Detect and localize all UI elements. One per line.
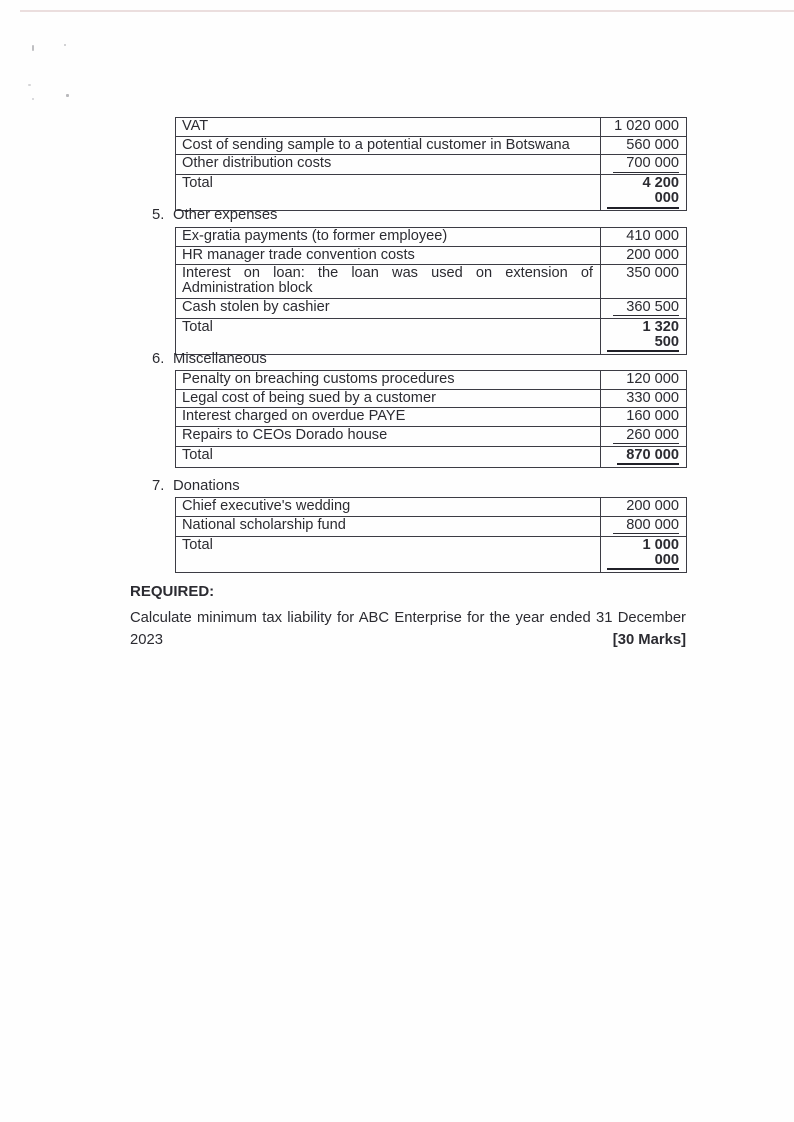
row-value: 350 000: [601, 265, 687, 299]
row-value: 200 000: [601, 498, 687, 517]
section-title: Miscellaneous: [173, 351, 267, 367]
table-total-row: [176, 318, 687, 354]
row-label: Cash stolen by cashier: [176, 298, 601, 318]
table-row: [176, 246, 687, 265]
marks-badge: [30 Marks]: [612, 632, 686, 648]
row-label: National scholarship fund: [176, 516, 601, 536]
section-number: 6.: [152, 351, 165, 367]
table-row: [176, 155, 687, 175]
row-total-value: 870 000: [601, 446, 687, 467]
row-value: 200 000: [601, 246, 687, 265]
row-label: Total: [176, 446, 601, 467]
section-heading-miscellaneous: [152, 351, 267, 367]
table-total-row: [176, 536, 687, 572]
row-label: Interest charged on overdue PAYE: [176, 408, 601, 427]
section-heading-donations: [152, 478, 240, 494]
required-instruction-line2: [130, 632, 686, 648]
row-value: 560 000: [601, 136, 687, 155]
row-value: 700 000: [601, 155, 687, 175]
scan-speck: [64, 44, 66, 46]
section-title: Donations: [173, 478, 240, 494]
row-value: 160 000: [601, 408, 687, 427]
row-label: Legal cost of being sued by a customer: [176, 389, 601, 408]
table-row: [176, 408, 687, 427]
section-number: 7.: [152, 478, 165, 494]
section-heading-other-expenses: [152, 207, 277, 223]
table-row: [176, 118, 687, 137]
scan-artifact-line: [20, 10, 794, 12]
row-label: Ex-gratia payments (to former employee): [176, 228, 601, 247]
other-expenses-table: [175, 227, 687, 355]
year-text: 2023: [130, 632, 163, 648]
miscellaneous-table: [175, 370, 687, 468]
row-total-value: 4 200 000: [601, 175, 687, 211]
row-label: Total: [176, 536, 601, 572]
row-label: Chief executive's wedding: [176, 498, 601, 517]
table-row: [176, 371, 687, 390]
row-value: 120 000: [601, 371, 687, 390]
row-label: Total: [176, 175, 601, 211]
row-label: Penalty on breaching customs procedures: [176, 371, 601, 390]
table-row: [176, 498, 687, 517]
row-total-value: 1 000 000: [601, 536, 687, 572]
donations-table: [175, 497, 687, 573]
row-value: 260 000: [601, 426, 687, 446]
table-row: [176, 298, 687, 318]
section-number: 5.: [152, 207, 165, 223]
section-title: Other expenses: [173, 207, 278, 223]
table-total-row: [176, 175, 687, 211]
row-value: 330 000: [601, 389, 687, 408]
row-label: HR manager trade convention costs: [176, 246, 601, 265]
row-label: Interest on loan: the loan was used on extension of Administration block: [176, 265, 601, 299]
table-row: [176, 516, 687, 536]
row-label: Total: [176, 318, 601, 354]
row-value: 800 000: [601, 516, 687, 536]
row-value: 410 000: [601, 228, 687, 247]
row-label: Other distribution costs: [176, 155, 601, 175]
row-value: 360 500: [601, 298, 687, 318]
required-instruction-line1: Calculate minimum tax liability for ABC Enterprise for the year ended 31 December: [130, 610, 686, 626]
distribution-costs-table: [175, 117, 687, 211]
row-value: 1 020 000: [601, 118, 687, 137]
scan-speck: [66, 94, 69, 97]
scan-speck: [32, 45, 34, 51]
table-total-row: [176, 446, 687, 467]
table-row: [176, 136, 687, 155]
row-total-value: 1 320 500: [601, 318, 687, 354]
row-label: VAT: [176, 118, 601, 137]
required-heading: REQUIRED:: [130, 583, 215, 600]
scan-speck: [32, 98, 34, 100]
row-label: Repairs to CEOs Dorado house: [176, 426, 601, 446]
row-label: Cost of sending sample to a potential customer in Botswana: [176, 136, 601, 155]
table-row: [176, 389, 687, 408]
table-row: [176, 265, 687, 299]
table-row: [176, 426, 687, 446]
scan-speck: [28, 84, 31, 86]
table-row: [176, 228, 687, 247]
